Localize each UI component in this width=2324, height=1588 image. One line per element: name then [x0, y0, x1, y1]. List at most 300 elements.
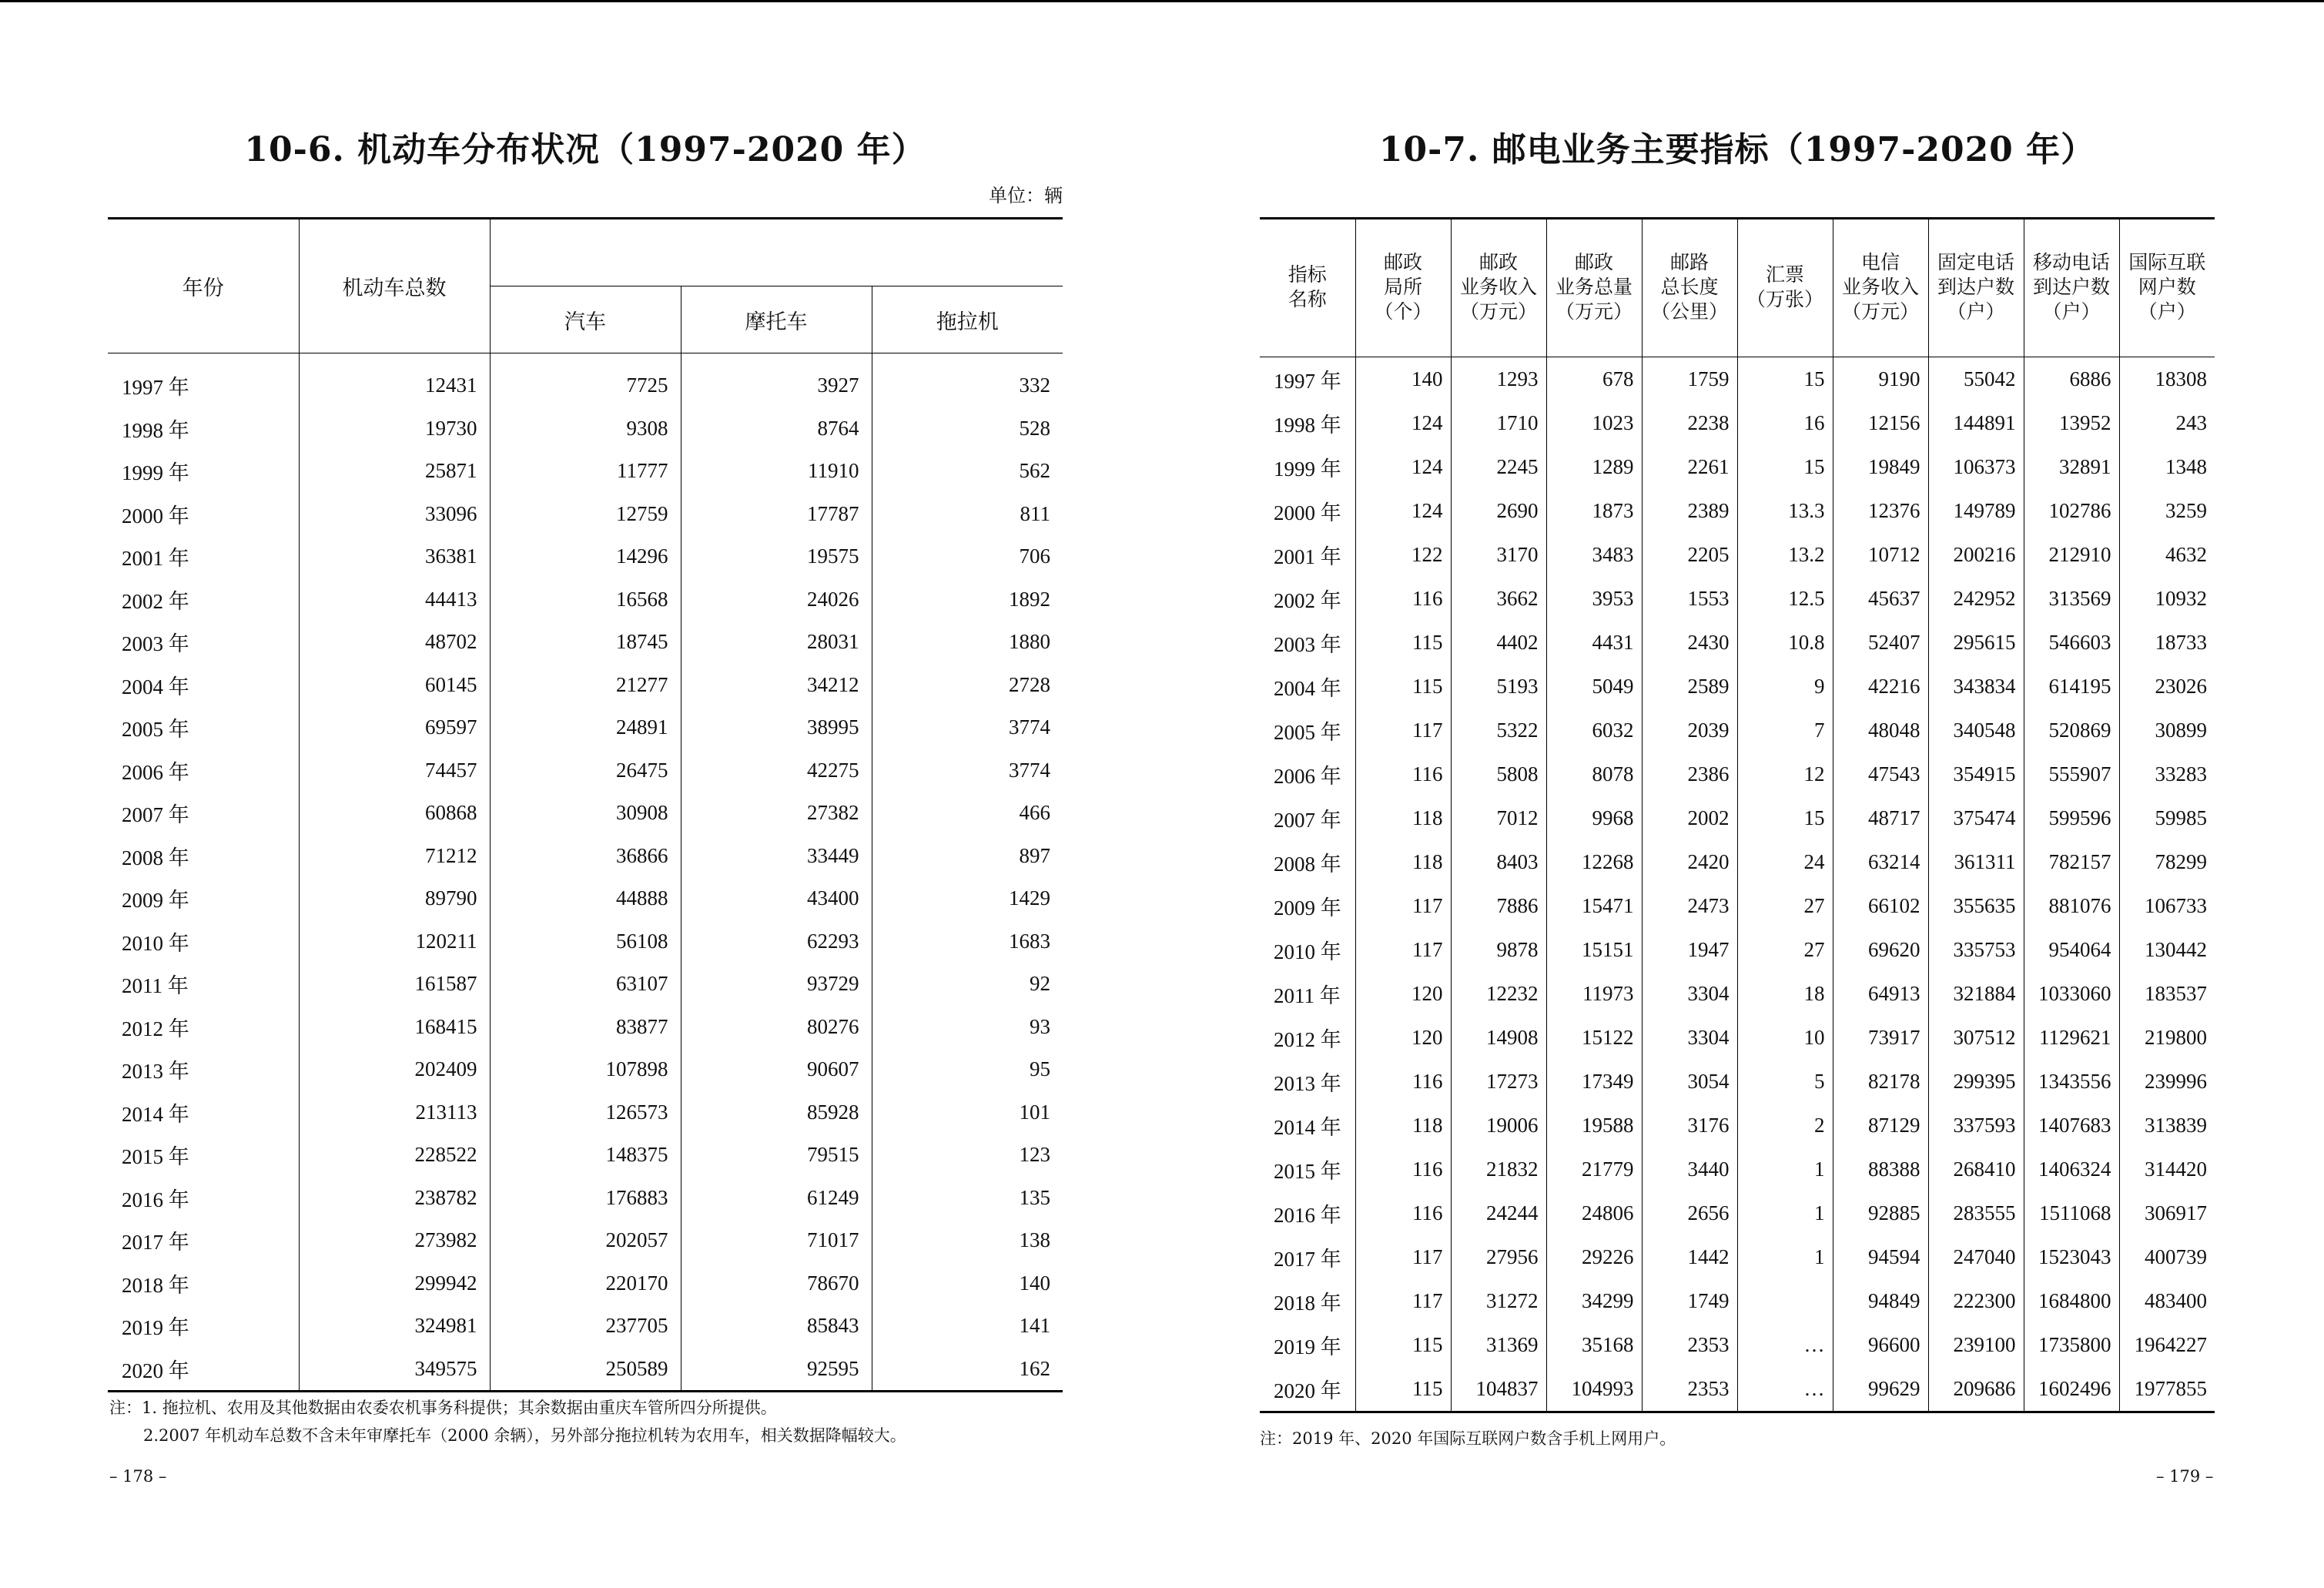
- table-row: [108, 664, 1063, 707]
- value-cell: 9190: [1833, 357, 1928, 402]
- value-cell: 349575: [299, 1348, 490, 1392]
- value-cell: 954064: [2024, 928, 2119, 972]
- year-cell: 2003 年: [108, 621, 299, 664]
- header-line: （户）: [2138, 302, 2196, 323]
- table-row: [1260, 928, 2215, 972]
- value-cell: 42216: [1833, 665, 1928, 709]
- year-cell: 1999 年: [108, 450, 299, 493]
- value-cell: 33096: [299, 493, 490, 536]
- value-cell: [1737, 1279, 1833, 1323]
- value-cell: 212910: [2024, 533, 2119, 577]
- year-cell: 2017 年: [1260, 1235, 1355, 1279]
- header-line: 国际互联: [2128, 253, 2206, 273]
- value-cell: 268410: [1928, 1147, 2024, 1191]
- value-cell: 116: [1355, 1060, 1451, 1104]
- table-row: [108, 1134, 1063, 1177]
- value-cell: 104837: [1451, 1367, 1546, 1412]
- header-line: （户）: [1947, 302, 2005, 323]
- right-table-title: 10-7. 邮电业务主要指标（1997-2020 年）: [1378, 130, 2096, 169]
- table-row: [1260, 489, 2215, 533]
- value-cell: 13.2: [1737, 533, 1833, 577]
- value-cell: 19575: [681, 535, 872, 578]
- table-row: [1260, 840, 2215, 884]
- value-cell: 2353: [1642, 1367, 1737, 1412]
- table-row: [1260, 709, 2215, 752]
- value-cell: 141: [1019, 1314, 1050, 1338]
- value-cell: 74457: [299, 749, 490, 792]
- value-cell: 2002: [1642, 796, 1737, 840]
- value-cell: …: [1737, 1323, 1833, 1367]
- value-cell: 3953: [1546, 577, 1642, 621]
- value-cell: 299942: [299, 1262, 490, 1305]
- value-cell: 17787: [681, 493, 872, 536]
- value-cell: 1: [1737, 1235, 1833, 1279]
- value-cell: 138: [1019, 1228, 1050, 1252]
- value-cell: 897: [1019, 843, 1050, 867]
- value-cell: 87129: [1833, 1104, 1928, 1147]
- value-cell: 219800: [2145, 1026, 2207, 1049]
- value-cell: 7: [1737, 709, 1833, 752]
- value-cell: 202057: [490, 1219, 681, 1262]
- value-cell: 55042: [1928, 357, 2024, 402]
- value-cell: 5193: [1451, 665, 1546, 709]
- table-row: [1260, 621, 2215, 665]
- value-cell: 21832: [1451, 1147, 1546, 1191]
- value-cell: 118: [1355, 1104, 1451, 1147]
- value-cell: 1553: [1642, 577, 1737, 621]
- value-cell: 1977855: [2134, 1377, 2207, 1400]
- value-cell: 706: [1019, 544, 1050, 568]
- table-row: [108, 1048, 1063, 1091]
- value-cell: 3054: [1642, 1060, 1737, 1104]
- value-cell: 29226: [1546, 1235, 1642, 1279]
- left-note-2: 2.2007 年机动车总数不含未年审摩托车（2000 余辆），另外部分拖拉机转为农用车，相关数据降幅较大。: [143, 1426, 906, 1445]
- table-row: [1260, 796, 2215, 840]
- value-cell: 1749: [1642, 1279, 1737, 1323]
- value-cell: 117: [1355, 928, 1451, 972]
- year-cell: 2020 年: [108, 1348, 299, 1392]
- value-cell: 33449: [681, 835, 872, 878]
- value-cell: 30908: [490, 792, 681, 835]
- header-total-vehicles: 机动车总数: [299, 219, 490, 353]
- right-page-number: – 179 –: [2156, 1467, 2214, 1486]
- year-cell: 2010 年: [1260, 928, 1355, 972]
- table-row: [1260, 665, 2215, 709]
- value-cell: 2473: [1642, 884, 1737, 928]
- value-cell: 148375: [490, 1134, 681, 1177]
- value-cell: 7012: [1451, 796, 1546, 840]
- value-cell: 3170: [1451, 533, 1546, 577]
- header-line: 网户数: [2138, 277, 2196, 298]
- value-cell: 124: [1355, 489, 1451, 533]
- year-cell: 2007 年: [1260, 796, 1355, 840]
- value-cell: 520869: [2024, 709, 2119, 752]
- table-row: [108, 1262, 1063, 1305]
- value-cell: 295615: [1928, 621, 2024, 665]
- value-cell: 85928: [681, 1091, 872, 1134]
- value-cell: 4402: [1451, 621, 1546, 665]
- value-cell: 2238: [1642, 401, 1737, 445]
- header-line: 到达户数: [2032, 277, 2110, 298]
- value-cell: 79515: [681, 1134, 872, 1177]
- value-cell: 2420: [1642, 840, 1737, 884]
- value-cell: 27: [1737, 928, 1833, 972]
- year-cell: 1998 年: [108, 407, 299, 451]
- value-cell: 1343556: [2024, 1060, 2119, 1104]
- year-cell: 2002 年: [1260, 577, 1355, 621]
- value-cell: 69597: [299, 706, 490, 749]
- year-cell: 2005 年: [108, 706, 299, 749]
- year-cell: 1997 年: [108, 353, 299, 407]
- value-cell: 122: [1355, 533, 1451, 577]
- year-cell: 1998 年: [1260, 401, 1355, 445]
- value-cell: 115: [1355, 1367, 1451, 1412]
- value-cell: 9: [1737, 665, 1833, 709]
- value-cell: 213113: [299, 1091, 490, 1134]
- value-cell: 9878: [1451, 928, 1546, 972]
- value-cell: 313569: [2024, 577, 2119, 621]
- value-cell: 3304: [1642, 1016, 1737, 1060]
- value-cell: 94849: [1833, 1279, 1928, 1323]
- value-cell: 149789: [1928, 489, 2024, 533]
- value-cell: 313839: [2145, 1114, 2207, 1137]
- value-cell: 26475: [490, 749, 681, 792]
- header-group-blank: [490, 219, 1063, 286]
- header-tractor: 拖拉机: [872, 286, 1063, 353]
- value-cell: 66102: [1833, 884, 1928, 928]
- value-cell: 2245: [1451, 445, 1546, 489]
- table-row: [108, 1219, 1063, 1262]
- value-cell: 2205: [1642, 533, 1737, 577]
- value-cell: 466: [1019, 801, 1050, 825]
- table-row: [1260, 1016, 2215, 1060]
- value-cell: 2690: [1451, 489, 1546, 533]
- table-row: [108, 877, 1063, 920]
- year-cell: 2014 年: [1260, 1104, 1355, 1147]
- value-cell: 117: [1355, 884, 1451, 928]
- table-row: [108, 749, 1063, 792]
- value-cell: 28031: [681, 621, 872, 664]
- value-cell: 95: [1030, 1057, 1050, 1081]
- value-cell: 62293: [681, 920, 872, 963]
- table-row: [108, 493, 1063, 536]
- value-cell: 69620: [1833, 928, 1928, 972]
- value-cell: 36866: [490, 835, 681, 878]
- value-cell: 12.5: [1737, 577, 1833, 621]
- year-cell: 2015 年: [108, 1134, 299, 1177]
- value-cell: 115: [1355, 621, 1451, 665]
- value-cell: 34299: [1546, 1279, 1642, 1323]
- value-cell: 239996: [2145, 1070, 2207, 1093]
- value-cell: 104993: [1546, 1367, 1642, 1412]
- value-cell: 324981: [299, 1305, 490, 1348]
- value-cell: 8764: [681, 407, 872, 451]
- value-cell: 38995: [681, 706, 872, 749]
- value-cell: 116: [1355, 752, 1451, 796]
- table-row: [108, 706, 1063, 749]
- value-cell: 124: [1355, 401, 1451, 445]
- value-cell: 102786: [2024, 489, 2119, 533]
- value-cell: 3304: [1642, 972, 1737, 1016]
- header-line: （万元）: [1555, 302, 1632, 323]
- value-cell: 1: [1737, 1191, 1833, 1235]
- table-row: [108, 792, 1063, 835]
- value-cell: 144891: [1928, 401, 2024, 445]
- value-cell: 116: [1355, 1147, 1451, 1191]
- year-cell: 2015 年: [1260, 1147, 1355, 1191]
- value-cell: 36381: [299, 535, 490, 578]
- header-line: 到达户数: [1937, 277, 2014, 298]
- value-cell: 176883: [490, 1177, 681, 1220]
- value-cell: 10.8: [1737, 621, 1833, 665]
- value-cell: 117: [1355, 1235, 1451, 1279]
- value-cell: 1033060: [2024, 972, 2119, 1016]
- value-cell: 78670: [681, 1262, 872, 1305]
- table-row: [1260, 1060, 2215, 1104]
- value-cell: 321884: [1928, 972, 2024, 1016]
- year-cell: 2009 年: [108, 877, 299, 920]
- table-row: [108, 578, 1063, 621]
- value-cell: 1684800: [2024, 1279, 2119, 1323]
- value-cell: 1289: [1546, 445, 1642, 489]
- year-cell: 2000 年: [1260, 489, 1355, 533]
- value-cell: 15: [1737, 445, 1833, 489]
- header-cell: [1833, 219, 1928, 357]
- value-cell: 400739: [2145, 1245, 2207, 1268]
- value-cell: 483400: [2145, 1289, 2207, 1312]
- year-cell: 2018 年: [108, 1262, 299, 1305]
- value-cell: 1129621: [2024, 1016, 2119, 1060]
- header-line: 业务收入: [1841, 277, 1919, 298]
- year-cell: 2012 年: [1260, 1016, 1355, 1060]
- header-line: 电信: [1860, 253, 1900, 273]
- header-line: （万张）: [1746, 290, 1823, 310]
- year-cell: 2007 年: [108, 792, 299, 835]
- year-cell: 2008 年: [1260, 840, 1355, 884]
- value-cell: 2728: [1009, 672, 1050, 696]
- table-row: [108, 1348, 1063, 1392]
- table-row: [1260, 1323, 2215, 1367]
- value-cell: 546603: [2024, 621, 2119, 665]
- value-cell: 375474: [1928, 796, 2024, 840]
- year-cell: 2006 年: [108, 749, 299, 792]
- value-cell: 3176: [1642, 1104, 1737, 1147]
- value-cell: 24806: [1546, 1191, 1642, 1235]
- header-cell: [2024, 219, 2119, 357]
- table-row: [108, 835, 1063, 878]
- value-cell: 106733: [2145, 894, 2207, 917]
- value-cell: 614195: [2024, 665, 2119, 709]
- value-cell: 120211: [299, 920, 490, 963]
- value-cell: 11910: [681, 450, 872, 493]
- value-cell: 12: [1737, 752, 1833, 796]
- table-row: [1260, 1235, 2215, 1279]
- value-cell: 47543: [1833, 752, 1928, 796]
- year-cell: 2013 年: [108, 1048, 299, 1091]
- value-cell: 13952: [2024, 401, 2119, 445]
- value-cell: 48717: [1833, 796, 1928, 840]
- value-cell: 21779: [1546, 1147, 1642, 1191]
- value-cell: 307512: [1928, 1016, 2024, 1060]
- value-cell: 2389: [1642, 489, 1737, 533]
- header-line: 邮路: [1669, 253, 1709, 273]
- table-row: [1260, 357, 2215, 402]
- value-cell: 80276: [681, 1006, 872, 1049]
- table-row: [1260, 445, 2215, 489]
- value-cell: 1407683: [2024, 1104, 2119, 1147]
- value-cell: 3774: [1009, 715, 1050, 739]
- year-cell: 2019 年: [108, 1305, 299, 1348]
- value-cell: 17349: [1546, 1060, 1642, 1104]
- value-cell: 106373: [1928, 445, 2024, 489]
- value-cell: 4431: [1546, 621, 1642, 665]
- value-cell: 6886: [2024, 357, 2119, 402]
- value-cell: 1947: [1642, 928, 1737, 972]
- year-cell: 2014 年: [108, 1091, 299, 1134]
- value-cell: 16568: [490, 578, 681, 621]
- table-row: [108, 353, 1063, 407]
- value-cell: 92: [1030, 972, 1050, 996]
- value-cell: 60868: [299, 792, 490, 835]
- value-cell: 335753: [1928, 928, 2024, 972]
- value-cell: 273982: [299, 1219, 490, 1262]
- right-note: 注：2019 年、2020 年国际互联网户数含手机上网用户。: [1260, 1429, 1676, 1448]
- value-cell: 243: [2175, 411, 2207, 434]
- table-row: [108, 1091, 1063, 1134]
- header-line: 邮政: [1478, 253, 1518, 273]
- value-cell: 12759: [490, 493, 681, 536]
- value-cell: 135: [1019, 1185, 1050, 1209]
- header-line: 局所: [1383, 277, 1422, 298]
- value-cell: 24891: [490, 706, 681, 749]
- year-cell: 2020 年: [1260, 1367, 1355, 1412]
- value-cell: 24244: [1451, 1191, 1546, 1235]
- value-cell: 73917: [1833, 1016, 1928, 1060]
- value-cell: 16: [1737, 401, 1833, 445]
- value-cell: 562: [1019, 459, 1050, 483]
- year-cell: 2018 年: [1260, 1279, 1355, 1323]
- year-cell: 2012 年: [108, 1006, 299, 1049]
- value-cell: 117: [1355, 709, 1451, 752]
- value-cell: 1406324: [2024, 1147, 2119, 1191]
- value-cell: 3483: [1546, 533, 1642, 577]
- year-cell: 2013 年: [1260, 1060, 1355, 1104]
- value-cell: 782157: [2024, 840, 2119, 884]
- value-cell: 140: [1019, 1271, 1050, 1295]
- table-row: [1260, 577, 2215, 621]
- year-cell: 2008 年: [108, 835, 299, 878]
- header-cell: [1451, 219, 1546, 357]
- value-cell: 811: [1020, 501, 1050, 525]
- value-cell: 33283: [2155, 762, 2207, 786]
- value-cell: 15151: [1546, 928, 1642, 972]
- value-cell: 14908: [1451, 1016, 1546, 1060]
- value-cell: 15471: [1546, 884, 1642, 928]
- value-cell: 12268: [1546, 840, 1642, 884]
- value-cell: 140: [1355, 357, 1451, 402]
- header-line: 汇票: [1765, 265, 1804, 286]
- value-cell: 93729: [681, 963, 872, 1006]
- header-motorcycle: 摩托车: [681, 286, 872, 353]
- value-cell: 24: [1737, 840, 1833, 884]
- header-cell: [1546, 219, 1642, 357]
- value-cell: 83877: [490, 1006, 681, 1049]
- value-cell: 19006: [1451, 1104, 1546, 1147]
- year-cell: 1997 年: [1260, 357, 1355, 402]
- value-cell: 183537: [2145, 982, 2207, 1005]
- value-cell: 19849: [1833, 445, 1928, 489]
- value-cell: 71212: [299, 835, 490, 878]
- value-cell: 3774: [1009, 758, 1050, 782]
- value-cell: 123: [1019, 1143, 1050, 1167]
- value-cell: 116: [1355, 1191, 1451, 1235]
- value-cell: 2353: [1642, 1323, 1737, 1367]
- value-cell: 1759: [1642, 357, 1737, 402]
- header-line: （个）: [1374, 302, 1432, 323]
- value-cell: 2386: [1642, 752, 1737, 796]
- value-cell: 71017: [681, 1219, 872, 1262]
- value-cell: 340548: [1928, 709, 2024, 752]
- value-cell: 18745: [490, 621, 681, 664]
- value-cell: 247040: [1928, 1235, 2024, 1279]
- value-cell: 5808: [1451, 752, 1546, 796]
- header-line: 移动电话: [2032, 253, 2110, 273]
- value-cell: 94594: [1833, 1235, 1928, 1279]
- value-cell: 3662: [1451, 577, 1546, 621]
- table-row: [1260, 1191, 2215, 1235]
- value-cell: 1683: [1009, 929, 1050, 953]
- value-cell: 2656: [1642, 1191, 1737, 1235]
- value-cell: 354915: [1928, 752, 2024, 796]
- value-cell: 228522: [299, 1134, 490, 1177]
- value-cell: 343834: [1928, 665, 2024, 709]
- value-cell: 45637: [1833, 577, 1928, 621]
- value-cell: 1348: [2165, 455, 2207, 478]
- value-cell: 1442: [1642, 1235, 1737, 1279]
- top-border-line: [0, 0, 2324, 2]
- value-cell: 3927: [681, 353, 872, 407]
- value-cell: 242952: [1928, 577, 2024, 621]
- value-cell: …: [1737, 1367, 1833, 1412]
- table-row: [108, 450, 1063, 493]
- value-cell: 43400: [681, 877, 872, 920]
- value-cell: 599596: [2024, 796, 2119, 840]
- value-cell: 89790: [299, 877, 490, 920]
- value-cell: 238782: [299, 1177, 490, 1220]
- header-line: 邮政: [1574, 253, 1613, 273]
- table-row: [1260, 401, 2215, 445]
- header-line: 业务总量: [1555, 277, 1632, 298]
- value-cell: 18: [1737, 972, 1833, 1016]
- value-cell: 8078: [1546, 752, 1642, 796]
- value-cell: 15: [1737, 796, 1833, 840]
- header-line: 指标: [1288, 265, 1327, 286]
- header-line: （公里）: [1650, 302, 1728, 323]
- value-cell: 24026: [681, 578, 872, 621]
- value-cell: 17273: [1451, 1060, 1546, 1104]
- value-cell: 1892: [1009, 587, 1050, 611]
- value-cell: 202409: [299, 1048, 490, 1091]
- header-cell: [1642, 219, 1737, 357]
- value-cell: 30899: [2155, 719, 2207, 742]
- value-cell: 1429: [1009, 886, 1050, 910]
- value-cell: 332: [1019, 374, 1050, 397]
- value-cell: 7886: [1451, 884, 1546, 928]
- left-note-1: 注：1. 拖拉机、农用及其他数据由农委农机事务科提供；其余数据由重庆车管所四分所提供。: [109, 1399, 777, 1417]
- header-cell: [2119, 219, 2215, 357]
- value-cell: 31272: [1451, 1279, 1546, 1323]
- value-cell: 10712: [1833, 533, 1928, 577]
